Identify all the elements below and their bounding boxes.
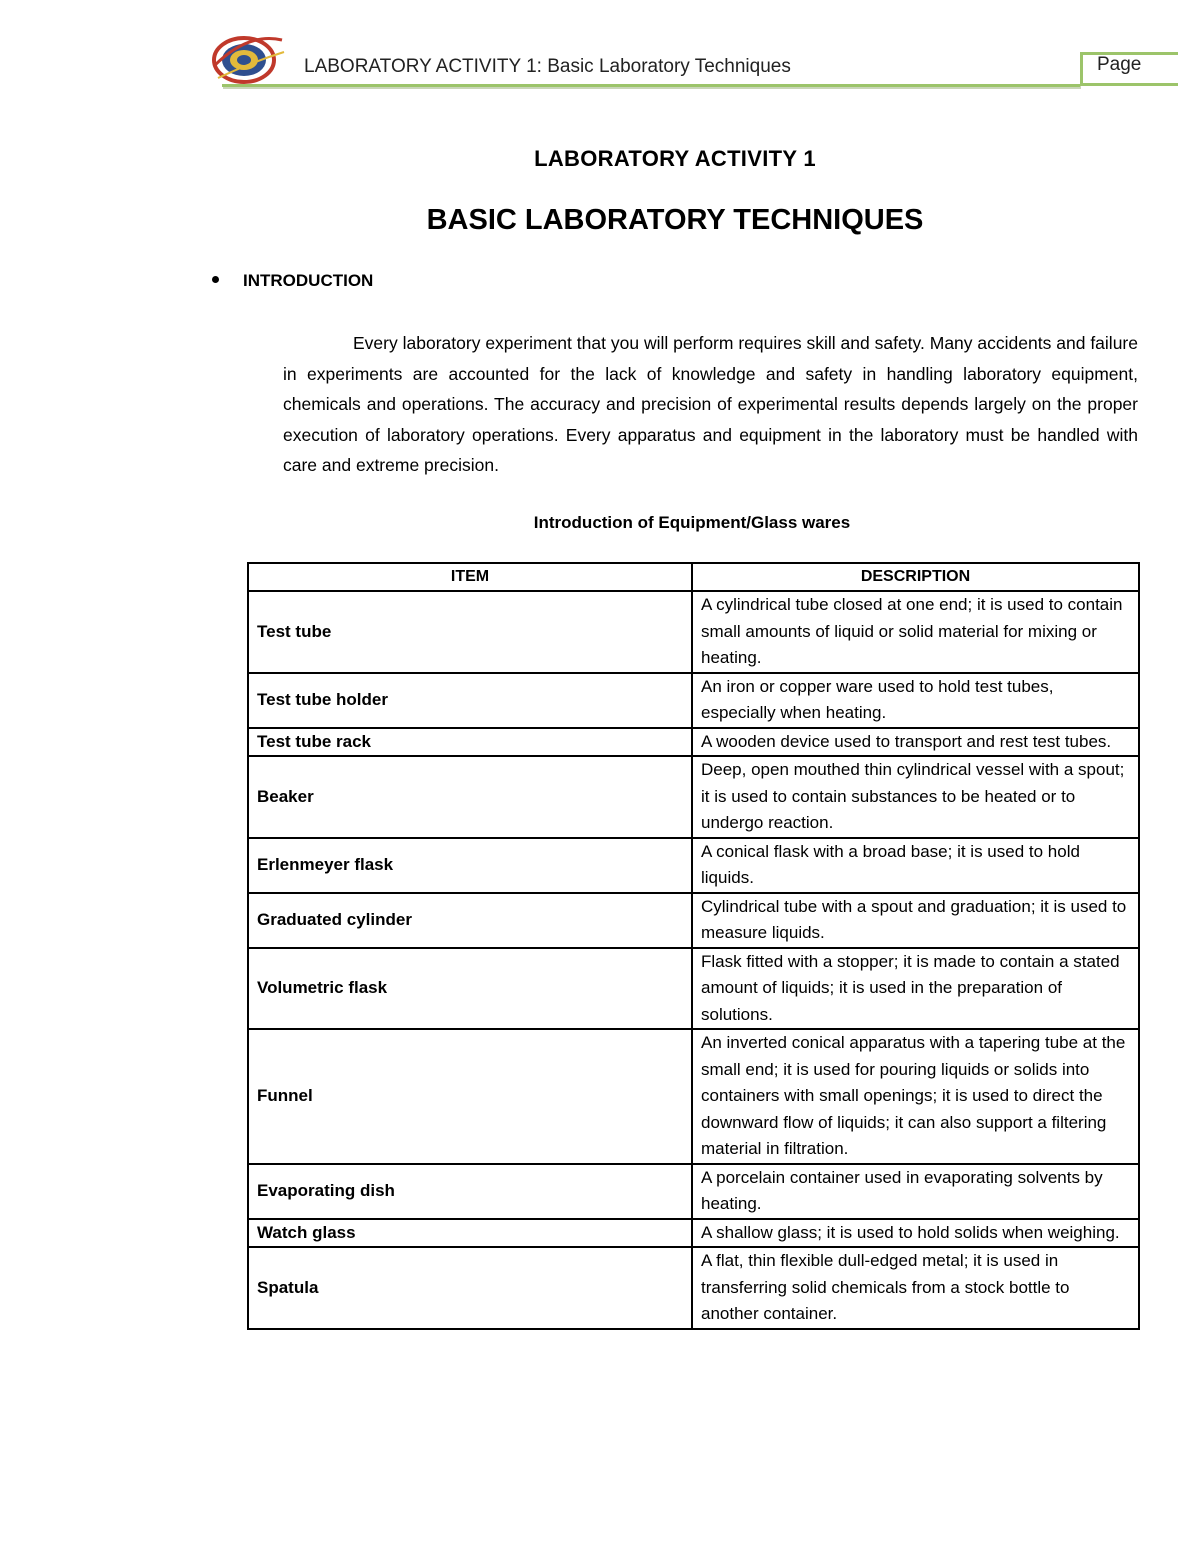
table-caption: Introduction of Equipment/Glass wares (533, 513, 851, 532)
description-cell: Deep, open mouthed thin cylindrical vessel with a spout; it is used to contain substances to be heated or to undergo reaction. (692, 756, 1139, 838)
table-row (248, 1164, 1139, 1219)
header-title: LABORATORY ACTIVITY 1: Basic Laboratory Techniques (304, 56, 791, 77)
item-cell: Funnel (248, 1029, 692, 1164)
main-title: BASIC LABORATORY TECHNIQUES (426, 204, 924, 236)
school-seal-logo-icon (208, 22, 288, 92)
description-cell: Flask fitted with a stopper; it is made to contain a stated amount of liquids; it is used in the preparation of solutions. (692, 948, 1139, 1030)
description-cell: A wooden device used to transport and rest test tubes. (692, 728, 1139, 757)
intro-paragraph: Every laboratory experiment that you will perform requires skill and safety. Many accidents and failure in experiments are accounted for the lack of knowledge and safety in handling laboratory equipment, chemicals and operations. The accuracy and precision of experimental results depends largely on the proper execution of laboratory operations. Every apparatus and equipment in the laboratory must be handled with care and extreme precision. (283, 333, 1138, 475)
item-cell: Erlenmeyer flask (248, 838, 692, 893)
description-cell: An iron or copper ware used to hold test tubes, especially when heating. (692, 673, 1139, 728)
column-header-description: DESCRIPTION (692, 563, 1139, 591)
equipment-table (247, 562, 1140, 1330)
page-header (208, 22, 1178, 92)
table-row (248, 1247, 1139, 1329)
description-cell: A porcelain container used in evaporating solvents by heating. (692, 1164, 1139, 1219)
description-cell: Cylindrical tube with a spout and graduation; it is used to measure liquids. (692, 893, 1139, 948)
table-row (248, 756, 1139, 838)
item-cell: Spatula (248, 1247, 692, 1329)
item-cell: Test tube rack (248, 728, 692, 757)
section-heading-label: INTRODUCTION (243, 271, 374, 290)
activity-title: LABORATORY ACTIVITY 1 (534, 146, 816, 171)
item-cell: Evaporating dish (248, 1164, 692, 1219)
table-row (248, 893, 1139, 948)
item-cell: Test tube (248, 591, 692, 673)
table-row (248, 1029, 1139, 1164)
item-cell: Test tube holder (248, 673, 692, 728)
table-row (248, 591, 1139, 673)
table-row (248, 838, 1139, 893)
table-row (248, 673, 1139, 728)
page-label: Page (1097, 54, 1142, 75)
item-cell: Graduated cylinder (248, 893, 692, 948)
header-rule (222, 84, 1080, 87)
item-cell: Beaker (248, 756, 692, 838)
section-heading-introduction (212, 271, 373, 291)
description-cell: A conical flask with a broad base; it is used to hold liquids. (692, 838, 1139, 893)
column-header-item: ITEM (248, 563, 692, 591)
description-cell: A flat, thin flexible dull-edged metal; it is used in transferring solid chemicals from a stock bottle to another container. (692, 1247, 1139, 1329)
table-header-row (248, 563, 1139, 591)
page-number-box (1080, 52, 1178, 86)
description-cell: A cylindrical tube closed at one end; it is used to contain small amounts of liquid or solid material for mixing or heating. (692, 591, 1139, 673)
table-row (248, 1219, 1139, 1248)
item-cell: Watch glass (248, 1219, 692, 1248)
item-cell: Volumetric flask (248, 948, 692, 1030)
table-row (248, 948, 1139, 1030)
table-row (248, 728, 1139, 757)
description-cell: An inverted conical apparatus with a tapering tube at the small end; it is used for pouring liquids or solids into containers with small openings; it is used to direct the downward flow of liquids; it can also support a filtering material in filtration. (692, 1029, 1139, 1164)
description-cell: A shallow glass; it is used to hold solids when weighing. (692, 1219, 1139, 1248)
bullet-dot-icon (212, 276, 219, 283)
